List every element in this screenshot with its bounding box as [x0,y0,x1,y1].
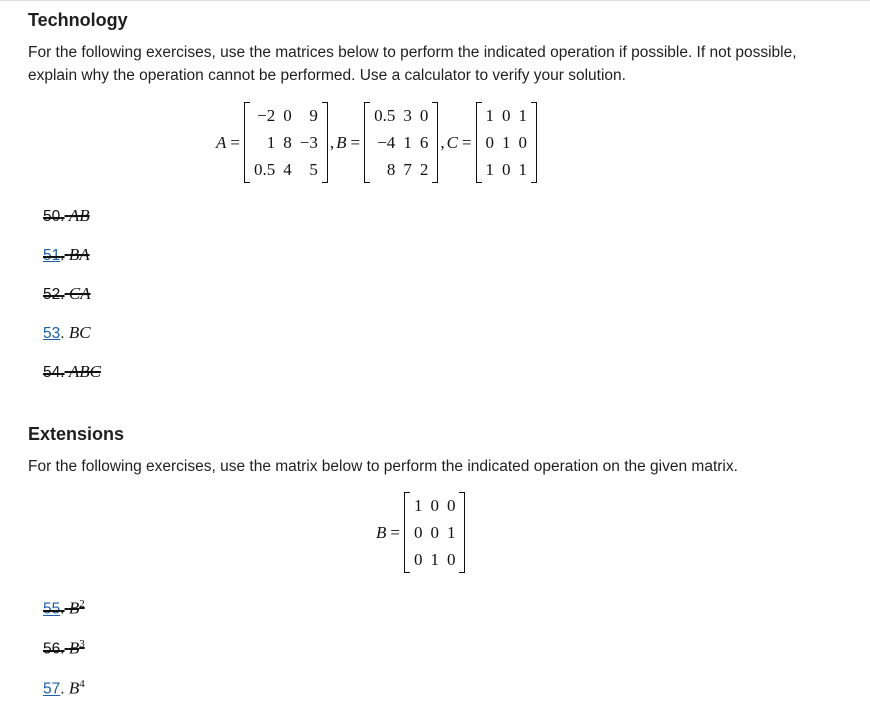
exercise-51-link[interactable]: 51 [43,247,61,264]
exercise-expression: CA [68,284,91,303]
matrix-cell: 0 [430,522,439,542]
matrix-cell: 1 [413,495,423,515]
matrix-row [482,156,532,183]
matrix-row [482,102,532,129]
matrix-cell: 0 [413,549,423,569]
exercise-54 [43,362,101,382]
matrix-a [244,102,328,183]
matrix-cell: 5 [309,159,318,179]
matrices-abc [216,102,537,183]
exercise-exponent: 4 [79,678,85,690]
exercise-52 [43,284,91,304]
exercise-50 [43,206,90,226]
matrix-row [410,492,460,519]
exercise-55 [43,598,85,619]
comma: , [440,132,445,152]
matrix-b [364,102,438,183]
exercise-sep: . [60,600,65,618]
matrix-row [482,129,532,156]
exercise-57-link[interactable]: 57 [43,680,61,698]
exercise-sep: . [60,640,65,658]
matrix-row [250,156,322,183]
matrix-cell: 1 [502,132,511,152]
matrix-cell: 0.5 [253,159,276,179]
matrix-cell: 0 [430,495,439,515]
matrix-row [370,156,432,183]
matrix-cell: −2 [257,105,276,125]
exercise-56 [43,638,85,659]
matrix-row [250,129,322,156]
exercise-55-link[interactable]: 55 [43,600,61,618]
extensions-instructions: For the following exercises, use the matrix below to perform the indicated operation on the given matrix. [28,458,738,475]
extensions-heading: Extensions [28,424,125,444]
exercise-expression: BA [68,245,90,264]
matrix-row [410,519,460,546]
matrix-row [410,546,460,573]
exercise-number: 50 [43,208,61,225]
matrix-row [370,129,432,156]
matrix-cell: 6 [419,132,429,152]
matrix-cell: 4 [283,159,292,179]
exercise-number: 54 [43,364,61,381]
exercise-51 [43,245,90,265]
technology-instructions: For the following exercises, use the matrices below to perform the indicated operation if possible. If not possible, explain why the operation cannot be performed. Use a calculator to verify your solution. [28,44,797,84]
exercise-sep: . [60,325,65,342]
matrix-b-extension [376,492,465,573]
equals-sign: = [350,132,361,152]
matrix-cell: 8 [283,132,292,152]
matrix-cell: 8 [386,159,396,179]
matrix-cell: 1 [403,132,412,152]
exercise-sep: . [60,286,65,303]
matrix-cell: 7 [403,159,412,179]
exercise-exponent: 2 [79,598,85,610]
top-divider [0,0,870,1]
matrix-row [250,102,322,129]
matrix-cell: 3 [403,105,412,125]
exercise-sep: . [60,247,65,264]
matrix-a-label: A [216,132,227,152]
matrix-cell: 1 [518,159,527,179]
exercise-expression: AB [68,206,90,225]
matrix-cell: 0 [446,549,456,569]
matrix-cell: 0 [446,495,456,515]
exercise-53-link[interactable]: 53 [43,325,61,342]
exercise-base: B [68,678,80,698]
matrix-cell: 0.5 [374,105,396,125]
matrix-cell: 1 [485,159,494,179]
exercise-sep: . [60,364,65,381]
exercise-base: B [68,598,80,618]
exercise-number: 56 [43,640,61,658]
exercise-expression: BC [68,323,91,342]
matrix-cell: 0 [502,159,511,179]
matrix-cell: 1 [266,132,276,152]
matrix-cell: 1 [518,105,527,125]
matrix-cell: 0 [502,105,511,125]
matrix-cell: 0 [419,105,429,125]
exercise-53 [43,323,91,343]
exercise-57 [43,678,85,699]
matrix-cell: 0 [518,132,527,152]
matrix-b-label: B [376,522,387,542]
matrix-cell: 0 [283,105,292,125]
exercise-exponent: 3 [79,638,85,650]
matrix-cell: 1 [446,522,456,542]
matrix-cell: −4 [377,132,396,152]
technology-heading: Technology [28,10,128,30]
matrix-cell: 1 [430,549,439,569]
matrix-cell: 9 [309,105,318,125]
exercise-base: B [68,638,80,658]
exercise-sep: . [60,208,65,225]
equals-sign: = [390,522,400,542]
equals-sign: = [230,132,240,152]
matrix-cell: 0 [413,522,423,542]
matrix-c-label: C [446,132,458,152]
matrix-b-label: B [336,132,347,152]
matrix-c [476,102,538,183]
exercise-sep: . [60,680,65,698]
exercise-expression: ABC [68,362,101,381]
matrix-cell: 1 [485,105,494,125]
equals-sign: = [461,132,472,152]
matrix-b2 [404,492,466,573]
matrix-cell: −3 [299,132,318,152]
matrix-cell: 2 [419,159,429,179]
matrix-cell: 0 [485,132,494,152]
exercise-number: 52 [43,286,61,303]
matrix-row [370,102,432,129]
comma: , [329,132,335,152]
